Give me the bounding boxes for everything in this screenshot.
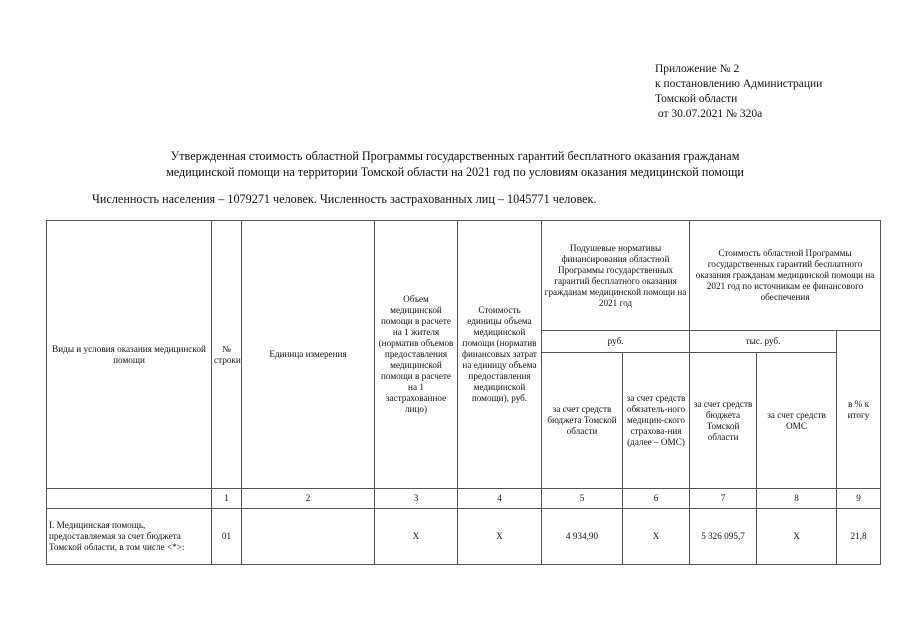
column-number-blank	[47, 489, 212, 509]
row-kind: I. Медицинская помощь, предоставляемая за счет бюджета Томской области, в том числе <*>:	[47, 509, 212, 565]
document-title	[60, 148, 850, 180]
header-oms: за счет средств обязатель-ного медицин-ского страхова-ния (далее – ОМС)	[623, 353, 690, 489]
appendix-line-2: к постановлению Администрации	[655, 78, 823, 90]
header-volume: Объем медицинской помощи в расчете на 1 жителя (норматив объемов предоставления медицинской помощи в расчете на 1 застрахованное лицо)	[375, 221, 458, 489]
header-budget-2: за счет средств бюджета Томской области	[690, 353, 757, 489]
program-cost-table	[46, 220, 881, 565]
column-number-8: 8	[757, 489, 837, 509]
column-number-1: 1	[212, 489, 242, 509]
column-number-9: 9	[837, 489, 881, 509]
header-per-capita: Подушевые нормативы финансирования областной Программы государственных гарантий бесплатного оказания гражданам медицинской помощи на 2021 год	[542, 221, 690, 331]
table-row	[47, 509, 881, 565]
header-percent: в % к итогу	[837, 331, 881, 489]
column-number-6: 6	[623, 489, 690, 509]
row-oms-thousand: X	[757, 509, 837, 565]
header-program-cost: Стоимость областной Программы государственных гарантий бесплатного оказания гражданам медицинской помощи на 2021 год по источникам ее финансового обеспечения	[690, 221, 881, 331]
header-row-no: № строки	[212, 221, 242, 489]
appendix-line-4: от 30.07.2021 № 320а	[655, 108, 763, 120]
title-line-1: Утвержденная стоимость областной Программы государственных гарантий бесплатного оказания гражданам	[170, 149, 740, 163]
column-number-2: 2	[242, 489, 375, 509]
title-line-2: медицинской помощи на территории Томской области на 2021 год по условиям оказания медицинской помощи	[166, 165, 744, 179]
row-volume: X	[375, 509, 458, 565]
appendix-line-1: Приложение № 2	[655, 63, 740, 75]
header-unit: Единица измерения	[242, 221, 375, 489]
column-number-3: 3	[375, 489, 458, 509]
column-number-5: 5	[542, 489, 623, 509]
column-number-4: 4	[458, 489, 542, 509]
column-number-7: 7	[690, 489, 757, 509]
header-oms-2: за счет средств ОМС	[757, 353, 837, 489]
row-no: 01	[212, 509, 242, 565]
appendix-line-3: Томской области	[655, 93, 738, 105]
appendix-header	[655, 62, 822, 122]
header-kinds: Виды и условия оказания медицинской помощи	[47, 221, 212, 489]
header-cost: Стоимость единицы объема медицинской помощи (норматив финансовых затрат на единицу объема предоставления медицинской помощи), руб.	[458, 221, 542, 489]
header-thousand-rub: тыс. руб.	[690, 331, 837, 353]
row-percent: 21,8	[837, 509, 881, 565]
column-number-row	[47, 489, 881, 509]
row-unit	[242, 509, 375, 565]
row-budget-rub: 4 934,90	[542, 509, 623, 565]
population-statement: Численность населения – 1079271 человек. Численность застрахованных лиц – 1045771 человек.	[92, 192, 597, 206]
header-rub: руб.	[542, 331, 690, 353]
header-budget: за счет средств бюджета Томской области	[542, 353, 623, 489]
row-oms-rub: X	[623, 509, 690, 565]
row-cost: X	[458, 509, 542, 565]
row-budget-thousand: 5 326 095,7	[690, 509, 757, 565]
